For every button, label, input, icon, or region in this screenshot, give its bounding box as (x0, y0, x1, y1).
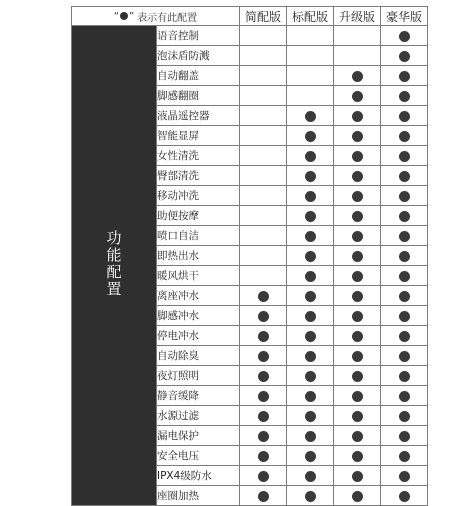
feature-cell (240, 266, 287, 286)
feature-cell (381, 326, 428, 346)
feature-cell (240, 26, 287, 46)
filled-dot-icon (258, 491, 269, 502)
filled-dot-icon (258, 471, 269, 482)
feature-cell (334, 126, 381, 146)
feature-cell (334, 226, 381, 246)
feature-cell (287, 86, 334, 106)
filled-dot-icon (352, 271, 363, 282)
feature-cell (240, 246, 287, 266)
feature-cell (334, 206, 381, 226)
feature-cell (334, 446, 381, 466)
feature-cell (287, 446, 334, 466)
filled-dot-icon (399, 311, 410, 322)
filled-dot-icon (399, 171, 410, 182)
feature-cell (381, 246, 428, 266)
filled-dot-icon (352, 371, 363, 382)
feature-cell (381, 66, 428, 86)
feature-cell (381, 486, 428, 506)
feature-cell (240, 286, 287, 306)
filled-dot-icon (305, 151, 316, 162)
feature-cell (381, 386, 428, 406)
legend-text: 表示有此配置 (137, 12, 198, 24)
feature-cell (334, 346, 381, 366)
feature-cell (381, 146, 428, 166)
feature-cell (334, 146, 381, 166)
version-header-deluxe: 豪华版 (381, 7, 428, 26)
feature-cell (287, 266, 334, 286)
filled-dot-icon (352, 311, 363, 322)
section-label: 功能配置 (104, 229, 123, 298)
feature-cell (240, 106, 287, 126)
feature-cell (334, 66, 381, 86)
filled-dot-icon (258, 291, 269, 302)
feature-name: 语音控制 (157, 26, 240, 46)
filled-dot-icon (305, 291, 316, 302)
filled-dot-icon (399, 491, 410, 502)
filled-dot-icon (399, 291, 410, 302)
feature-name: 安全电压 (157, 446, 240, 466)
filled-dot-icon (305, 311, 316, 322)
feature-cell (381, 106, 428, 126)
feature-name: 智能显屏 (157, 126, 240, 146)
filled-dot-icon (352, 431, 363, 442)
feature-cell (287, 346, 334, 366)
feature-cell (334, 386, 381, 406)
feature-cell (334, 466, 381, 486)
feature-name: 自动除臭 (157, 346, 240, 366)
filled-dot-icon (305, 251, 316, 262)
feature-cell (240, 306, 287, 326)
feature-name: 座圈加热 (157, 486, 240, 506)
filled-dot-icon (352, 111, 363, 122)
filled-dot-icon (399, 191, 410, 202)
feature-cell (334, 166, 381, 186)
feature-cell (287, 226, 334, 246)
feature-cell (334, 106, 381, 126)
filled-dot-icon (399, 231, 410, 242)
feature-name: 女性清洗 (157, 146, 240, 166)
feature-cell (381, 466, 428, 486)
feature-cell (240, 486, 287, 506)
filled-dot-icon (399, 251, 410, 262)
filled-dot-icon (352, 291, 363, 302)
feature-cell (381, 86, 428, 106)
feature-cell (287, 426, 334, 446)
filled-dot-icon (305, 351, 316, 362)
feature-cell (334, 486, 381, 506)
filled-dot-icon (305, 491, 316, 502)
filled-dot-icon (352, 451, 363, 462)
feature-cell (287, 306, 334, 326)
feature-cell (287, 366, 334, 386)
feature-cell (381, 126, 428, 146)
feature-cell (287, 146, 334, 166)
filled-dot-icon (399, 271, 410, 282)
feature-name: 静音缓降 (157, 386, 240, 406)
feature-name: 夜灯照明 (157, 366, 240, 386)
version-header-standard: 标配版 (287, 7, 334, 26)
feature-cell (240, 226, 287, 246)
feature-rows (72, 26, 428, 506)
filled-dot-icon (399, 31, 410, 42)
feature-cell (381, 266, 428, 286)
feature-cell (334, 406, 381, 426)
feature-cell (240, 346, 287, 366)
feature-cell (287, 66, 334, 86)
filled-dot-icon (352, 91, 363, 102)
filled-dot-icon (305, 371, 316, 382)
filled-dot-icon (305, 131, 316, 142)
feature-name: 脚感翻圈 (157, 86, 240, 106)
filled-dot-icon (399, 451, 410, 462)
filled-dot-icon (305, 411, 316, 422)
feature-name: 停电冲水 (157, 326, 240, 346)
filled-dot-icon (305, 211, 316, 222)
feature-cell (334, 26, 381, 46)
feature-cell (334, 46, 381, 66)
feature-cell (287, 106, 334, 126)
feature-cell (240, 406, 287, 426)
filled-dot-icon (258, 451, 269, 462)
feature-name: 即热出水 (157, 246, 240, 266)
feature-name: 助便按摩 (157, 206, 240, 226)
filled-dot-icon (399, 411, 410, 422)
filled-dot-icon (258, 391, 269, 402)
feature-cell (240, 166, 287, 186)
feature-cell (381, 346, 428, 366)
feature-cell (381, 186, 428, 206)
filled-dot-icon (399, 151, 410, 162)
feature-name: 离座冲水 (157, 286, 240, 306)
filled-dot-icon (399, 91, 410, 102)
feature-cell (381, 306, 428, 326)
filled-dot-icon (352, 471, 363, 482)
filled-dot-icon (258, 311, 269, 322)
feature-cell (334, 366, 381, 386)
feature-cell (240, 466, 287, 486)
filled-dot-icon (305, 331, 316, 342)
feature-cell (381, 446, 428, 466)
feature-name: 臀部清洗 (157, 166, 240, 186)
filled-dot-icon (352, 211, 363, 222)
feature-cell (287, 326, 334, 346)
filled-dot-icon (258, 331, 269, 342)
legend-close-quote: ” (129, 10, 135, 22)
filled-dot-icon (399, 391, 410, 402)
filled-dot-icon (352, 391, 363, 402)
feature-cell (287, 286, 334, 306)
filled-dot-icon (352, 131, 363, 142)
filled-dot-icon (399, 211, 410, 222)
feature-name: 移动冲洗 (157, 186, 240, 206)
feature-cell (240, 326, 287, 346)
feature-cell (287, 386, 334, 406)
feature-cell (381, 46, 428, 66)
feature-cell (381, 206, 428, 226)
filled-dot-icon (258, 411, 269, 422)
feature-cell (381, 406, 428, 426)
feature-cell (287, 186, 334, 206)
feature-cell (240, 446, 287, 466)
filled-dot-icon (399, 371, 410, 382)
filled-dot-icon (352, 151, 363, 162)
feature-name: IPX4级防水 (157, 466, 240, 486)
feature-cell (287, 166, 334, 186)
feature-name: 水源过滤 (157, 406, 240, 426)
filled-dot-icon (399, 71, 410, 82)
filled-dot-icon (399, 431, 410, 442)
filled-dot-icon (399, 51, 410, 62)
feature-cell (240, 146, 287, 166)
filled-dot-icon (399, 351, 410, 362)
feature-cell (381, 426, 428, 446)
feature-cell (381, 166, 428, 186)
feature-cell (381, 366, 428, 386)
feature-cell (287, 406, 334, 426)
feature-cell (334, 426, 381, 446)
feature-cell (287, 126, 334, 146)
feature-cell (334, 306, 381, 326)
feature-cell (287, 46, 334, 66)
feature-cell (334, 286, 381, 306)
feature-cell (381, 26, 428, 46)
legend-open-quote: “ (113, 10, 119, 22)
filled-dot-icon (352, 171, 363, 182)
filled-dot-icon (399, 131, 410, 142)
filled-dot-icon (399, 111, 410, 122)
feature-cell (287, 246, 334, 266)
feature-name: 暖风烘干 (157, 266, 240, 286)
filled-dot-icon (305, 111, 316, 122)
feature-cell (240, 86, 287, 106)
feature-cell (334, 266, 381, 286)
legend (72, 7, 240, 26)
filled-dot-icon (305, 391, 316, 402)
feature-cell (240, 66, 287, 86)
feature-cell (240, 386, 287, 406)
feature-cell (381, 286, 428, 306)
feature-name: 自动翻盖 (157, 66, 240, 86)
feature-cell (287, 466, 334, 486)
feature-cell (287, 486, 334, 506)
filled-dot-icon (352, 191, 363, 202)
filled-dot-icon (352, 491, 363, 502)
feature-cell (240, 366, 287, 386)
filled-dot-icon (399, 471, 410, 482)
filled-dot-icon (399, 331, 410, 342)
feature-cell (381, 226, 428, 246)
filled-dot-icon (352, 251, 363, 262)
filled-dot-icon (305, 171, 316, 182)
feature-name: 脚感冲水 (157, 306, 240, 326)
feature-cell (334, 326, 381, 346)
filled-dot-icon (352, 351, 363, 362)
feature-cell (240, 126, 287, 146)
filled-dot-icon (258, 431, 269, 442)
feature-cell (240, 186, 287, 206)
feature-cell (334, 86, 381, 106)
filled-dot-icon (305, 451, 316, 462)
filled-dot-icon (352, 71, 363, 82)
feature-cell (334, 246, 381, 266)
feature-name: 喷口自洁 (157, 226, 240, 246)
feature-cell (287, 26, 334, 46)
version-header-upgrade: 升级版 (334, 7, 381, 26)
filled-dot-icon (352, 331, 363, 342)
feature-comparison-table (71, 6, 428, 506)
filled-dot-icon (305, 231, 316, 242)
filled-dot-icon (352, 411, 363, 422)
feature-name: 液晶遥控器 (157, 106, 240, 126)
feature-cell (240, 206, 287, 226)
filled-dot-icon (258, 371, 269, 382)
version-header-basic: 简配版 (240, 7, 287, 26)
feature-cell (334, 186, 381, 206)
feature-cell (240, 426, 287, 446)
feature-cell (240, 46, 287, 66)
filled-dot-icon (120, 12, 128, 20)
table-row (72, 26, 428, 46)
filled-dot-icon (305, 471, 316, 482)
filled-dot-icon (258, 351, 269, 362)
header-row (72, 7, 428, 26)
filled-dot-icon (305, 191, 316, 202)
filled-dot-icon (305, 431, 316, 442)
feature-name: 泡沫盾防溅 (157, 46, 240, 66)
feature-cell (287, 206, 334, 226)
filled-dot-icon (352, 231, 363, 242)
filled-dot-icon (305, 271, 316, 282)
section-label-cell (72, 26, 157, 506)
feature-name: 漏电保护 (157, 426, 240, 446)
